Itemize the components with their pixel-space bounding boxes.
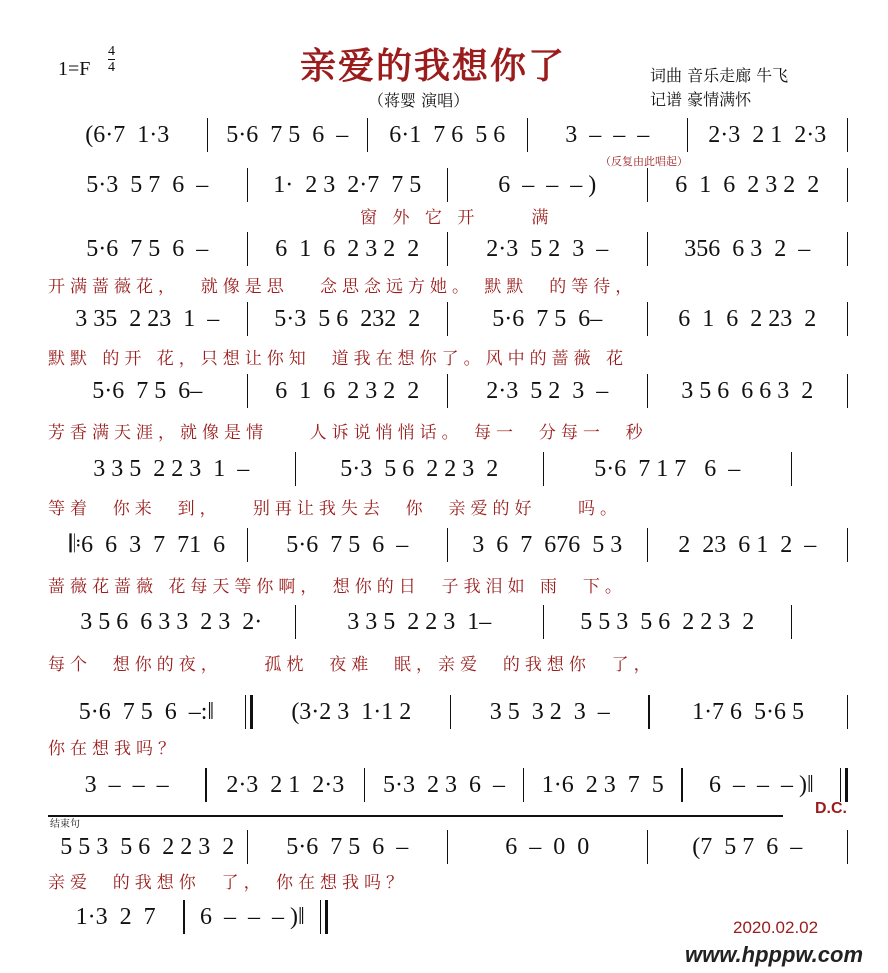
time-bottom: 4 [108,60,115,75]
repeat-note: （反复由此唱起） [600,155,688,168]
measure: 3 6 7 676 5 3 [472,531,623,558]
measure: 2 23 6 1 2 – [678,531,817,558]
measure: 3 3 5 2 2 3 1– [347,608,492,635]
measure: 5·3 5 7 6 – [86,171,209,198]
notation-line [48,605,792,639]
measure: 6 – – – )‖ [200,903,305,930]
measure: 3 5 6 6 3 3 2 3 2· [80,608,263,635]
notation-line [48,232,848,266]
measure: 3 – – – [84,771,169,798]
time-signature [108,44,115,75]
measure: 5 5 3 5 6 2 2 3 2 [580,608,755,635]
time-top: 4 [108,44,115,59]
lyrics-line: 默默 的开 花，只想让你知 道我在想你了。风中的蔷薇 花 [48,349,629,369]
lyrics-line: 开满蔷薇花， 就像是思 念思念远方她。 默默 的等待， [48,277,638,297]
measure: 6 – – – ) [498,171,597,198]
measure: 5·6 7 5 6 – [86,235,209,262]
measure: 1·6 2 3 7 5 [541,771,664,798]
key-signature: 1=F [58,58,91,80]
notation-line [48,374,848,408]
lyrics-line: 你在想我吗？ [48,739,180,759]
measure: 5·6 7 1 7 6 – [594,455,741,482]
measure: 5·6 7 5 6 –:‖ [78,698,215,725]
measure: 6 1 6 2 3 2 2 [275,235,420,262]
date: 2020.02.02 [733,918,819,937]
notation-line [48,302,848,336]
measure: 6 – 0 0 [505,833,590,860]
measure: 5·6 7 5 6 – [286,531,409,558]
measure: 5·6 7 5 6– [492,305,603,332]
notation-line [48,528,848,562]
barline [847,302,849,336]
measure: 1·3 2 7 [75,903,156,930]
measure: (6·7 1·3 [85,121,170,148]
measure: 6 1 6 2 3 2 2 [675,171,820,198]
notation-line [48,168,848,202]
measure: 2·3 5 2 3 – [486,235,609,262]
measure: 5·3 5 6 232 2 [274,305,421,332]
measure: 6 1 6 2 3 2 2 [275,377,420,404]
barline [847,528,849,562]
measure: 2·3 5 2 3 – [486,377,609,404]
singer: （蒋婴 演唱） [368,91,470,110]
measure: 5·6 7 5 6 – [286,833,409,860]
measure: 1· 2 3 2·7 7 5 [273,171,422,198]
website: www.hpppw.com [685,942,864,967]
barline [847,232,849,266]
notation-line [48,452,792,486]
measure: 5·3 5 6 2 2 3 2 [340,455,499,482]
measure: (3·2 3 1·1 2 [291,698,412,725]
lyrics-line: 窗 外 它 开 满 [48,208,554,228]
notation-line [48,900,328,934]
measure: 5·6 7 5 6– [92,377,203,404]
barline [847,118,849,152]
measure: 3 35 2 23 1 – [75,305,220,332]
notation-line [48,830,848,864]
measure: 3 5 6 6 6 3 2 [681,377,814,404]
barline [847,374,849,408]
song-title: 亲爱的我想你了 [300,45,567,87]
measure: 2·3 2 1 2·3 [226,771,345,798]
credit-transcriber: 记谱 豪情满怀 [650,90,752,109]
credit-lyrics-music: 词曲 音乐走廊 牛飞 [650,66,789,85]
measure: 6 1 6 2 23 2 [678,305,817,332]
lyrics-line: 亲爱 的我想你 了， 你在想我吗？ [48,873,409,893]
lyrics-line: 每个 想你的夜， 孤枕 夜难 眠，亲爱 的我想你 了， [48,655,656,675]
barline [847,168,849,202]
notation-line [48,118,848,152]
barline [320,900,328,934]
barline [847,830,849,864]
notation-line [48,695,848,729]
measure: 2·3 2 1 2·3 [708,121,827,148]
lyrics-line: 等着 你来 到， 别再让我失去 你 亲爱的好 吗。 [48,499,623,519]
measure: 3 3 5 2 2 3 1 – [93,455,250,482]
credits [650,64,788,112]
measure: (7 5 7 6 – [692,833,803,860]
measure: 5 5 3 5 6 2 2 3 2 [60,833,235,860]
measure: 1·7 6 5·6 5 [692,698,805,725]
ending-rule [48,815,783,817]
measure: 5·3 2 3 6 – [383,771,505,798]
measure: 3 5 3 2 3 – [489,698,610,725]
measure: 6·1 7 6 5 6 [389,121,506,148]
measure: 6 – – – )‖ [709,771,814,798]
measure: 5·6 7 5 6 – [226,121,349,148]
barline [791,605,793,639]
lyrics-line: 蔷薇花蔷薇 花每天等你啊， 想你的日 子我泪如 雨 下。 [48,577,627,597]
ending-label: 结束句 [50,819,80,830]
barline [847,695,849,729]
notation-line [48,768,848,802]
measure: 𝄆6 6 3 7 71 6 [69,531,226,558]
measure: 356 6 3 2 – [684,235,811,262]
lyrics-line: 芳香满天涯，就像是情 人诉说悄悄话。 每一 分每一 秒 [48,423,648,443]
dc-label: D.C. [815,800,847,817]
measure: 3 – – – [565,121,650,148]
barline [840,768,848,802]
barline [791,452,793,486]
barline [245,695,253,729]
